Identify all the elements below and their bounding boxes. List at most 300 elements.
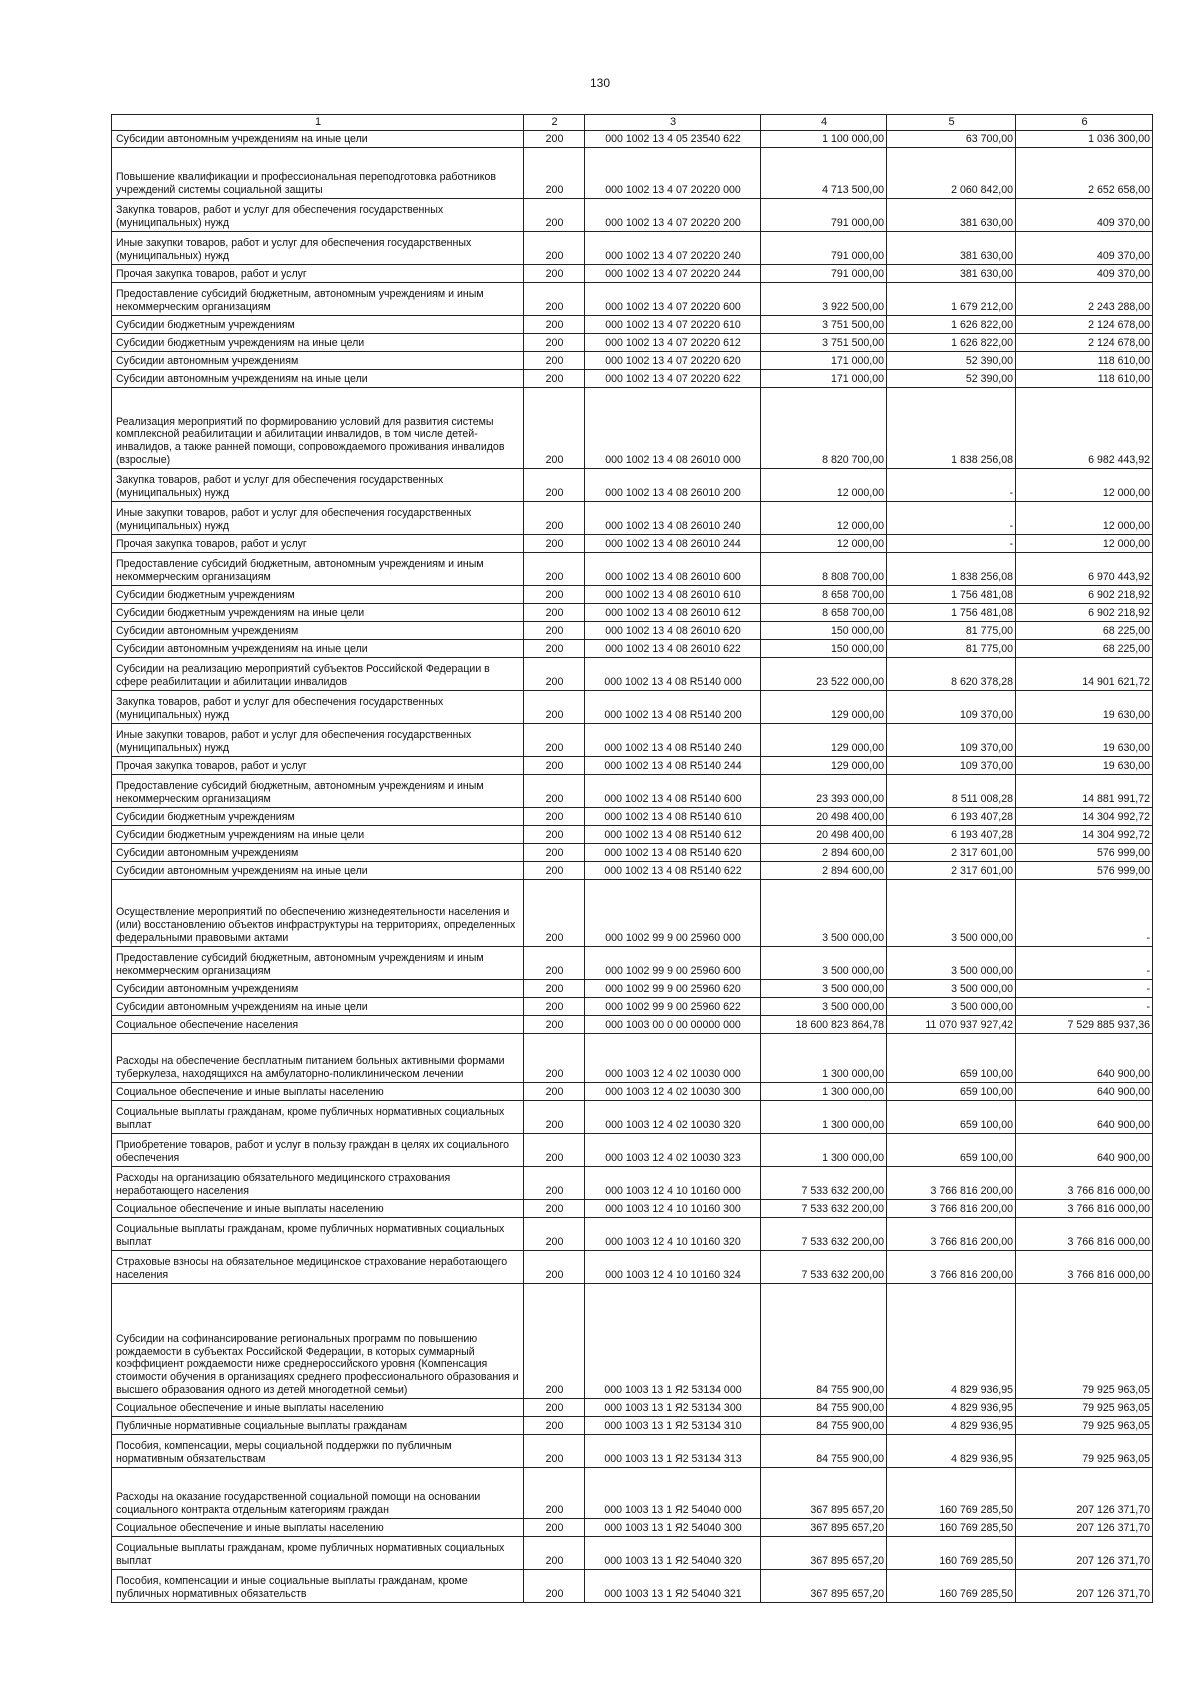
table-row (112, 1250, 1153, 1283)
row-budget-code: 000 1003 13 1 Я2 53134 000 (585, 1283, 761, 1398)
row-budget-code: 000 1002 13 4 07 20220 240 (585, 231, 761, 264)
table-row (112, 997, 1153, 1015)
row-description: Иные закупки товаров, работ и услуг для обеспечения государственных (муниципальных) нужд (112, 231, 524, 264)
row-description: Закупка товаров, работ и услуг для обеспечения государственных (муниципальных) нужд (112, 468, 524, 501)
row-executed-amount: - (887, 468, 1016, 501)
row-budget-code: 000 1003 12 4 10 10160 000 (585, 1166, 761, 1199)
row-admin-code: 200 (524, 946, 585, 979)
table-row (112, 807, 1153, 825)
row-description: Субсидии автономным учреждениям (112, 621, 524, 639)
row-admin-code: 200 (524, 621, 585, 639)
row-approved-amount: 20 498 400,00 (761, 807, 887, 825)
row-budget-code: 000 1003 13 1 Я2 54040 320 (585, 1536, 761, 1569)
row-executed-amount: 3 766 816 200,00 (887, 1166, 1016, 1199)
row-executed-amount: 2 060 842,00 (887, 147, 1016, 198)
row-approved-amount: 18 600 823 864,78 (761, 1015, 887, 1033)
table-row (112, 198, 1153, 231)
table-row (112, 774, 1153, 807)
row-budget-code: 000 1002 13 4 07 20220 622 (585, 369, 761, 387)
row-executed-amount: 381 630,00 (887, 231, 1016, 264)
row-budget-code: 000 1002 13 4 08 R5140 244 (585, 756, 761, 774)
row-unexecuted-amount: 3 766 816 000,00 (1016, 1250, 1153, 1283)
row-unexecuted-amount: 6 970 443,92 (1016, 552, 1153, 585)
table-row (112, 621, 1153, 639)
row-approved-amount: 367 895 657,20 (761, 1569, 887, 1602)
row-unexecuted-amount: 2 243 288,00 (1016, 282, 1153, 315)
row-budget-code: 000 1003 12 4 10 10160 320 (585, 1217, 761, 1250)
row-executed-amount: 1 838 256,08 (887, 552, 1016, 585)
row-description: Субсидии автономным учреждениям (112, 351, 524, 369)
table-row (112, 1100, 1153, 1133)
row-admin-code: 200 (524, 387, 585, 468)
row-admin-code: 200 (524, 231, 585, 264)
budget-execution-table (111, 114, 1153, 1603)
row-unexecuted-amount: 207 126 371,70 (1016, 1518, 1153, 1536)
row-unexecuted-amount: 3 766 816 000,00 (1016, 1217, 1153, 1250)
row-approved-amount: 84 755 900,00 (761, 1416, 887, 1434)
row-budget-code: 000 1003 12 4 10 10160 324 (585, 1250, 761, 1283)
row-approved-amount: 2 894 600,00 (761, 843, 887, 861)
page-number: 130 (589, 76, 611, 90)
row-admin-code: 200 (524, 1033, 585, 1082)
row-executed-amount: 4 829 936,95 (887, 1398, 1016, 1416)
row-unexecuted-amount: 409 370,00 (1016, 198, 1153, 231)
row-budget-code: 000 1002 13 4 08 R5140 000 (585, 657, 761, 690)
table-row (112, 1283, 1153, 1398)
row-unexecuted-amount: 6 982 443,92 (1016, 387, 1153, 468)
row-description: Приобретение товаров, работ и услуг в пользу граждан в целях их социального обеспечения (112, 1133, 524, 1166)
row-admin-code: 200 (524, 282, 585, 315)
row-approved-amount: 171 000,00 (761, 351, 887, 369)
row-description: Пособия, компенсации, меры социальной поддержки по публичным нормативным обязательствам (112, 1434, 524, 1467)
row-admin-code: 200 (524, 639, 585, 657)
row-executed-amount: 63 700,00 (887, 130, 1016, 147)
row-admin-code: 200 (524, 534, 585, 552)
row-budget-code: 000 1002 13 4 08 R5140 620 (585, 843, 761, 861)
column-number: 1 (112, 115, 524, 131)
row-approved-amount: 367 895 657,20 (761, 1467, 887, 1518)
row-description: Субсидии автономным учреждениям на иные цели (112, 639, 524, 657)
row-budget-code: 000 1002 13 4 07 20220 610 (585, 315, 761, 333)
row-budget-code: 000 1003 12 4 02 10030 300 (585, 1082, 761, 1100)
row-unexecuted-amount: - (1016, 997, 1153, 1015)
row-description: Осуществление мероприятий по обеспечению жизнедеятельности населения и (или) восстановлению объектов инфраструктуры на территориях, определенных федеральными правовыми актами (112, 879, 524, 946)
row-approved-amount: 3 751 500,00 (761, 315, 887, 333)
row-executed-amount: - (887, 501, 1016, 534)
row-admin-code: 200 (524, 979, 585, 997)
row-budget-code: 000 1002 13 4 08 26010 200 (585, 468, 761, 501)
row-description: Публичные нормативные социальные выплаты гражданам (112, 1416, 524, 1434)
row-description: Субсидии на реализацию мероприятий субъектов Российской Федерации в сфере реабилитации и абилитации инвалидов (112, 657, 524, 690)
row-description: Прочая закупка товаров, работ и услуг (112, 756, 524, 774)
table-row (112, 282, 1153, 315)
row-description: Иные закупки товаров, работ и услуг для обеспечения государственных (муниципальных) нужд (112, 723, 524, 756)
row-description: Закупка товаров, работ и услуг для обеспечения государственных (муниципальных) нужд (112, 198, 524, 231)
row-unexecuted-amount: - (1016, 946, 1153, 979)
row-budget-code: 000 1002 99 9 00 25960 622 (585, 997, 761, 1015)
row-approved-amount: 7 533 632 200,00 (761, 1250, 887, 1283)
row-unexecuted-amount: 1 036 300,00 (1016, 130, 1153, 147)
table-row (112, 585, 1153, 603)
row-executed-amount: 109 370,00 (887, 690, 1016, 723)
row-executed-amount: 6 193 407,28 (887, 807, 1016, 825)
table-row (112, 1166, 1153, 1199)
row-budget-code: 000 1002 13 4 08 26010 622 (585, 639, 761, 657)
row-admin-code: 200 (524, 603, 585, 621)
row-budget-code: 000 1003 13 1 Я2 54040 321 (585, 1569, 761, 1602)
row-description: Расходы на обеспечение бесплатным питанием больных активными формами туберкулеза, находящихся на амбулаторно-поликлиническом лечении (112, 1033, 524, 1082)
row-executed-amount: - (887, 534, 1016, 552)
row-description: Социальное обеспечение и иные выплаты населению (112, 1199, 524, 1217)
row-description: Пособия, компенсации и иные социальные выплаты гражданам, кроме публичных нормативных обязательств (112, 1569, 524, 1602)
row-executed-amount: 109 370,00 (887, 723, 1016, 756)
row-unexecuted-amount: 409 370,00 (1016, 231, 1153, 264)
column-number: 6 (1016, 115, 1153, 131)
row-approved-amount: 8 658 700,00 (761, 603, 887, 621)
row-executed-amount: 3 500 000,00 (887, 879, 1016, 946)
row-description: Субсидии автономным учреждениям (112, 979, 524, 997)
row-executed-amount: 1 838 256,08 (887, 387, 1016, 468)
row-executed-amount: 2 317 601,00 (887, 843, 1016, 861)
row-unexecuted-amount: 12 000,00 (1016, 468, 1153, 501)
row-budget-code: 000 1003 13 1 Я2 54040 300 (585, 1518, 761, 1536)
row-unexecuted-amount: 576 999,00 (1016, 843, 1153, 861)
table-row (112, 1536, 1153, 1569)
row-unexecuted-amount: - (1016, 979, 1153, 997)
row-budget-code: 000 1002 13 4 08 26010 610 (585, 585, 761, 603)
table-row (112, 603, 1153, 621)
row-description: Социальное обеспечение населения (112, 1015, 524, 1033)
row-executed-amount: 659 100,00 (887, 1082, 1016, 1100)
row-unexecuted-amount: 118 610,00 (1016, 351, 1153, 369)
column-number: 3 (585, 115, 761, 131)
row-unexecuted-amount: 12 000,00 (1016, 501, 1153, 534)
row-approved-amount: 367 895 657,20 (761, 1536, 887, 1569)
column-number: 2 (524, 115, 585, 131)
row-budget-code: 000 1002 99 9 00 25960 600 (585, 946, 761, 979)
row-budget-code: 000 1002 99 9 00 25960 620 (585, 979, 761, 997)
table-row (112, 946, 1153, 979)
row-budget-code: 000 1003 12 4 02 10030 323 (585, 1133, 761, 1166)
row-unexecuted-amount: 68 225,00 (1016, 639, 1153, 657)
row-executed-amount: 659 100,00 (887, 1100, 1016, 1133)
row-executed-amount: 3 766 816 200,00 (887, 1250, 1016, 1283)
row-unexecuted-amount: 207 126 371,70 (1016, 1536, 1153, 1569)
row-budget-code: 000 1002 13 4 08 R5140 200 (585, 690, 761, 723)
row-description: Субсидии бюджетным учреждениям (112, 585, 524, 603)
row-admin-code: 200 (524, 1082, 585, 1100)
row-approved-amount: 8 808 700,00 (761, 552, 887, 585)
row-approved-amount: 171 000,00 (761, 369, 887, 387)
row-admin-code: 200 (524, 861, 585, 879)
row-approved-amount: 3 751 500,00 (761, 333, 887, 351)
row-approved-amount: 150 000,00 (761, 621, 887, 639)
row-executed-amount: 381 630,00 (887, 264, 1016, 282)
row-unexecuted-amount: 79 925 963,05 (1016, 1283, 1153, 1398)
row-admin-code: 200 (524, 997, 585, 1015)
row-description: Субсидии автономным учреждениям на иные цели (112, 997, 524, 1015)
row-approved-amount: 20 498 400,00 (761, 825, 887, 843)
row-approved-amount: 129 000,00 (761, 723, 887, 756)
row-budget-code: 000 1002 13 4 08 26010 620 (585, 621, 761, 639)
row-description: Социальное обеспечение и иные выплаты населению (112, 1398, 524, 1416)
row-unexecuted-amount: 79 925 963,05 (1016, 1398, 1153, 1416)
row-admin-code: 200 (524, 1100, 585, 1133)
row-executed-amount: 1 756 481,08 (887, 585, 1016, 603)
row-unexecuted-amount: 2 652 658,00 (1016, 147, 1153, 198)
row-approved-amount: 8 658 700,00 (761, 585, 887, 603)
row-approved-amount: 12 000,00 (761, 468, 887, 501)
row-executed-amount: 160 769 285,50 (887, 1518, 1016, 1536)
row-admin-code: 200 (524, 1133, 585, 1166)
row-description: Субсидии бюджетным учреждениям (112, 315, 524, 333)
row-budget-code: 000 1002 13 4 07 20220 244 (585, 264, 761, 282)
table-row (112, 843, 1153, 861)
row-approved-amount: 7 533 632 200,00 (761, 1166, 887, 1199)
row-executed-amount: 1 679 212,00 (887, 282, 1016, 315)
row-description: Субсидии бюджетным учреждениям на иные цели (112, 333, 524, 351)
row-admin-code: 200 (524, 657, 585, 690)
table-row (112, 468, 1153, 501)
row-budget-code: 000 1002 13 4 08 26010 000 (585, 387, 761, 468)
row-unexecuted-amount: 207 126 371,70 (1016, 1467, 1153, 1518)
row-budget-code: 000 1002 13 4 08 R5140 600 (585, 774, 761, 807)
table-row (112, 879, 1153, 946)
row-executed-amount: 109 370,00 (887, 756, 1016, 774)
row-approved-amount: 4 713 500,00 (761, 147, 887, 198)
table-row (112, 861, 1153, 879)
row-description: Расходы на организацию обязательного медицинского страхования неработающего населения (112, 1166, 524, 1199)
row-approved-amount: 3 922 500,00 (761, 282, 887, 315)
row-unexecuted-amount: 118 610,00 (1016, 369, 1153, 387)
row-approved-amount: 3 500 000,00 (761, 879, 887, 946)
row-budget-code: 000 1002 13 4 07 20220 600 (585, 282, 761, 315)
row-executed-amount: 160 769 285,50 (887, 1569, 1016, 1602)
row-admin-code: 200 (524, 501, 585, 534)
row-admin-code: 200 (524, 552, 585, 585)
row-approved-amount: 1 300 000,00 (761, 1082, 887, 1100)
row-description: Социальные выплаты гражданам, кроме публичных нормативных социальных выплат (112, 1536, 524, 1569)
table-row (112, 690, 1153, 723)
row-unexecuted-amount: 3 766 816 000,00 (1016, 1199, 1153, 1217)
row-approved-amount: 12 000,00 (761, 534, 887, 552)
row-admin-code: 200 (524, 723, 585, 756)
table-row (112, 369, 1153, 387)
row-description: Прочая закупка товаров, работ и услуг (112, 264, 524, 282)
row-approved-amount: 23 393 000,00 (761, 774, 887, 807)
row-executed-amount: 11 070 937 927,42 (887, 1015, 1016, 1033)
row-approved-amount: 1 300 000,00 (761, 1100, 887, 1133)
row-budget-code: 000 1002 13 4 07 20220 620 (585, 351, 761, 369)
row-executed-amount: 2 317 601,00 (887, 861, 1016, 879)
row-unexecuted-amount: 6 902 218,92 (1016, 585, 1153, 603)
row-budget-code: 000 1002 13 4 05 23540 622 (585, 130, 761, 147)
row-admin-code: 200 (524, 825, 585, 843)
row-description: Закупка товаров, работ и услуг для обеспечения государственных (муниципальных) нужд (112, 690, 524, 723)
row-unexecuted-amount: 79 925 963,05 (1016, 1416, 1153, 1434)
row-executed-amount: 3 766 816 200,00 (887, 1217, 1016, 1250)
table-row (112, 723, 1153, 756)
row-approved-amount: 7 533 632 200,00 (761, 1199, 887, 1217)
row-unexecuted-amount: 19 630,00 (1016, 690, 1153, 723)
table-row (112, 639, 1153, 657)
row-executed-amount: 8 620 378,28 (887, 657, 1016, 690)
row-admin-code: 200 (524, 1536, 585, 1569)
row-description: Предоставление субсидий бюджетным, автономным учреждениям и иным некоммерческим организациям (112, 282, 524, 315)
table-row (112, 231, 1153, 264)
row-budget-code: 000 1003 00 0 00 00000 000 (585, 1015, 761, 1033)
row-description: Прочая закупка товаров, работ и услуг (112, 534, 524, 552)
table-row (112, 552, 1153, 585)
row-budget-code: 000 1003 13 1 Я2 53134 310 (585, 1416, 761, 1434)
row-description: Социальные выплаты гражданам, кроме публичных нормативных социальных выплат (112, 1100, 524, 1133)
row-unexecuted-amount: 14 304 992,72 (1016, 825, 1153, 843)
row-approved-amount: 791 000,00 (761, 264, 887, 282)
row-admin-code: 200 (524, 147, 585, 198)
row-admin-code: 200 (524, 1518, 585, 1536)
table-row (112, 1398, 1153, 1416)
row-approved-amount: 367 895 657,20 (761, 1518, 887, 1536)
table-row (112, 1199, 1153, 1217)
row-budget-code: 000 1003 13 1 Я2 53134 313 (585, 1434, 761, 1467)
table-row (112, 1217, 1153, 1250)
row-approved-amount: 1 300 000,00 (761, 1133, 887, 1166)
row-budget-code: 000 1003 12 4 02 10030 000 (585, 1033, 761, 1082)
row-admin-code: 200 (524, 879, 585, 946)
row-description: Субсидии бюджетным учреждениям на иные цели (112, 603, 524, 621)
row-executed-amount: 659 100,00 (887, 1033, 1016, 1082)
row-approved-amount: 84 755 900,00 (761, 1434, 887, 1467)
row-unexecuted-amount: 19 630,00 (1016, 723, 1153, 756)
row-unexecuted-amount: 68 225,00 (1016, 621, 1153, 639)
row-unexecuted-amount: 207 126 371,70 (1016, 1569, 1153, 1602)
row-budget-code: 000 1002 13 4 08 R5140 622 (585, 861, 761, 879)
column-number: 4 (761, 115, 887, 131)
table-row (112, 1416, 1153, 1434)
row-admin-code: 200 (524, 333, 585, 351)
row-admin-code: 200 (524, 351, 585, 369)
row-description: Реализация мероприятий по формированию условий для развития системы комплексной реабилитации и абилитации инвалидов, в том числе детей-инвалидов, а также ранней помощи, сопровождаемого проживания инвалидов (взрослые) (112, 387, 524, 468)
row-executed-amount: 160 769 285,50 (887, 1536, 1016, 1569)
row-approved-amount: 12 000,00 (761, 501, 887, 534)
row-approved-amount: 7 533 632 200,00 (761, 1217, 887, 1250)
row-budget-code: 000 1002 13 4 08 R5140 240 (585, 723, 761, 756)
row-budget-code: 000 1002 13 4 08 R5140 612 (585, 825, 761, 843)
row-description: Предоставление субсидий бюджетным, автономным учреждениям и иным некоммерческим организациям (112, 946, 524, 979)
row-approved-amount: 2 894 600,00 (761, 861, 887, 879)
table-row (112, 387, 1153, 468)
row-executed-amount: 3 766 816 200,00 (887, 1199, 1016, 1217)
row-budget-code: 000 1002 13 4 07 20220 200 (585, 198, 761, 231)
table-row (112, 534, 1153, 552)
row-admin-code: 200 (524, 1217, 585, 1250)
row-budget-code: 000 1002 13 4 08 26010 600 (585, 552, 761, 585)
table-row (112, 825, 1153, 843)
row-description: Субсидии на софинансирование региональных программ по повышению рождаемости в субъектах Российской Федерации, в которых суммарный коэффициент рождаемости ниже среднероссийского уровня (Компенсация стоимости обучения в организациях среднего профессионального образования и высшего образования одного из детей многодетной семьи) (112, 1283, 524, 1398)
row-approved-amount: 8 820 700,00 (761, 387, 887, 468)
row-description: Иные закупки товаров, работ и услуг для обеспечения государственных (муниципальных) нужд (112, 501, 524, 534)
row-description: Субсидии автономным учреждениям на иные цели (112, 130, 524, 147)
row-description: Социальное обеспечение и иные выплаты населению (112, 1082, 524, 1100)
row-unexecuted-amount: 640 900,00 (1016, 1082, 1153, 1100)
row-admin-code: 200 (524, 130, 585, 147)
row-admin-code: 200 (524, 264, 585, 282)
row-executed-amount: 52 390,00 (887, 351, 1016, 369)
table-row (112, 1082, 1153, 1100)
column-number: 5 (887, 115, 1016, 131)
row-budget-code: 000 1002 13 4 08 26010 612 (585, 603, 761, 621)
row-executed-amount: 3 500 000,00 (887, 997, 1016, 1015)
table-row (112, 1434, 1153, 1467)
row-executed-amount: 1 626 822,00 (887, 333, 1016, 351)
row-executed-amount: 381 630,00 (887, 198, 1016, 231)
row-executed-amount: 4 829 936,95 (887, 1283, 1016, 1398)
row-unexecuted-amount: - (1016, 879, 1153, 946)
row-executed-amount: 160 769 285,50 (887, 1467, 1016, 1518)
row-unexecuted-amount: 7 529 885 937,36 (1016, 1015, 1153, 1033)
table-row (112, 501, 1153, 534)
row-admin-code: 200 (524, 468, 585, 501)
row-admin-code: 200 (524, 1434, 585, 1467)
row-unexecuted-amount: 640 900,00 (1016, 1033, 1153, 1082)
row-admin-code: 200 (524, 1467, 585, 1518)
table-row (112, 1467, 1153, 1518)
row-admin-code: 200 (524, 690, 585, 723)
row-admin-code: 200 (524, 1283, 585, 1398)
column-number-row (112, 115, 1153, 131)
table-row (112, 315, 1153, 333)
table-row (112, 333, 1153, 351)
row-budget-code: 000 1003 13 1 Я2 53134 300 (585, 1398, 761, 1416)
row-admin-code: 200 (524, 585, 585, 603)
row-executed-amount: 3 500 000,00 (887, 979, 1016, 997)
row-description: Социальное обеспечение и иные выплаты населению (112, 1518, 524, 1536)
table-row (112, 351, 1153, 369)
row-admin-code: 200 (524, 756, 585, 774)
row-executed-amount: 8 511 008,28 (887, 774, 1016, 807)
row-unexecuted-amount: 640 900,00 (1016, 1133, 1153, 1166)
row-approved-amount: 1 100 000,00 (761, 130, 887, 147)
row-executed-amount: 6 193 407,28 (887, 825, 1016, 843)
table-row (112, 756, 1153, 774)
row-approved-amount: 3 500 000,00 (761, 997, 887, 1015)
row-executed-amount: 52 390,00 (887, 369, 1016, 387)
row-budget-code: 000 1002 13 4 07 20220 000 (585, 147, 761, 198)
row-admin-code: 200 (524, 1250, 585, 1283)
row-unexecuted-amount: 640 900,00 (1016, 1100, 1153, 1133)
row-unexecuted-amount: 2 124 678,00 (1016, 315, 1153, 333)
row-unexecuted-amount: 12 000,00 (1016, 534, 1153, 552)
row-approved-amount: 129 000,00 (761, 756, 887, 774)
row-unexecuted-amount: 576 999,00 (1016, 861, 1153, 879)
row-description: Предоставление субсидий бюджетным, автономным учреждениям и иным некоммерческим организациям (112, 774, 524, 807)
row-approved-amount: 791 000,00 (761, 198, 887, 231)
row-budget-code: 000 1002 13 4 08 R5140 610 (585, 807, 761, 825)
table-row (112, 1133, 1153, 1166)
row-unexecuted-amount: 3 766 816 000,00 (1016, 1166, 1153, 1199)
row-executed-amount: 4 829 936,95 (887, 1416, 1016, 1434)
row-description: Расходы на оказание государственной социальной помощи на основании социального контракта отдельным категориям граждан (112, 1467, 524, 1518)
row-admin-code: 200 (524, 1416, 585, 1434)
row-unexecuted-amount: 79 925 963,05 (1016, 1434, 1153, 1467)
row-admin-code: 200 (524, 1569, 585, 1602)
row-executed-amount: 4 829 936,95 (887, 1434, 1016, 1467)
row-executed-amount: 1 756 481,08 (887, 603, 1016, 621)
row-admin-code: 200 (524, 1199, 585, 1217)
row-executed-amount: 81 775,00 (887, 639, 1016, 657)
row-admin-code: 200 (524, 774, 585, 807)
table-row (112, 1033, 1153, 1082)
